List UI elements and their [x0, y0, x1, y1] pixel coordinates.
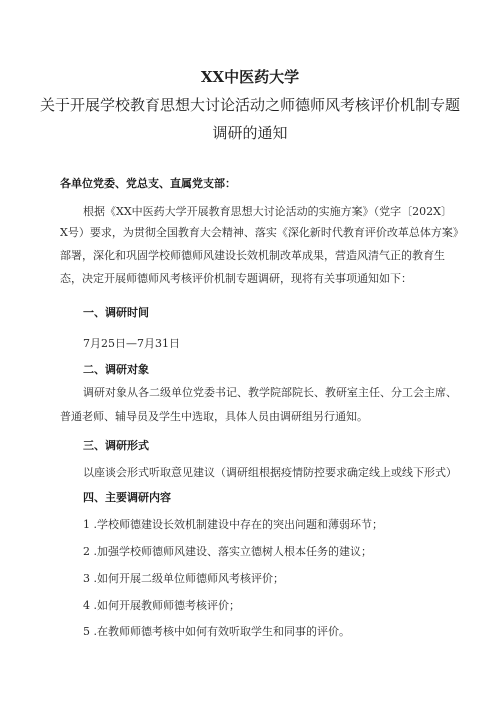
section-heading-format: 三、调研形式	[83, 439, 149, 452]
list-item: 3 .如何开展二级单位师德师风考核评价；	[83, 572, 284, 585]
list-item: 4 .如何开展教师师德考核评价；	[83, 599, 240, 612]
intro-line: X号）要求，为贯彻全国教育大会精神、落实《深化新时代教育评价改革总体方案》	[60, 226, 464, 239]
university-name: XX中医药大学	[200, 68, 300, 86]
list-item: 5 .在教师师德考核中如何有效听取学生和同事的评价。	[83, 625, 350, 638]
section-text-time: 7月25日—7月31日	[83, 337, 180, 350]
notice-title-line2: 调研的通知	[212, 124, 288, 142]
salutation: 各单位党委、党总支、直属党支部：	[60, 177, 236, 190]
list-item: 1 .学校师德建设长效机制建设中存在的突出问题和薄弱环节；	[83, 518, 383, 531]
intro-line: 根据《XX中医药大学开展教育思想大讨论活动的实施方案》（党字〔202X〕	[83, 205, 452, 218]
intro-line: 部署，深化和巩固学校师德师风建设长效机制改革成果，营造风清气正的教育生	[60, 249, 445, 262]
list-item: 2 .加强学校师德师风建设、落实立德树人根本任务的建议；	[83, 545, 372, 558]
section-text-targets: 调研对象从各二级单位党委书记、教学院部院长、教研室主任、分工会主席、	[83, 386, 457, 399]
section-heading-time: 一、调研时间	[83, 306, 149, 319]
section-heading-content: 四、主要调研内容	[83, 491, 171, 504]
section-text-targets: 普通老师、辅导员及学生中选取，具体人员由调研组另行通知。	[60, 410, 368, 423]
section-heading-targets: 二、调研对象	[83, 363, 149, 376]
intro-line: 态，决定开展师德师风考核评价机制专题调研，现将有关事项通知如下：	[60, 272, 412, 285]
section-text-format: 以座谈会形式听取意见建议（调研组根据疫情防控要求确定线上或线下形式）	[83, 466, 457, 479]
notice-title-line1: 关于开展学校教育思想大讨论活动之师德师风考核评价机制专题	[39, 96, 460, 114]
